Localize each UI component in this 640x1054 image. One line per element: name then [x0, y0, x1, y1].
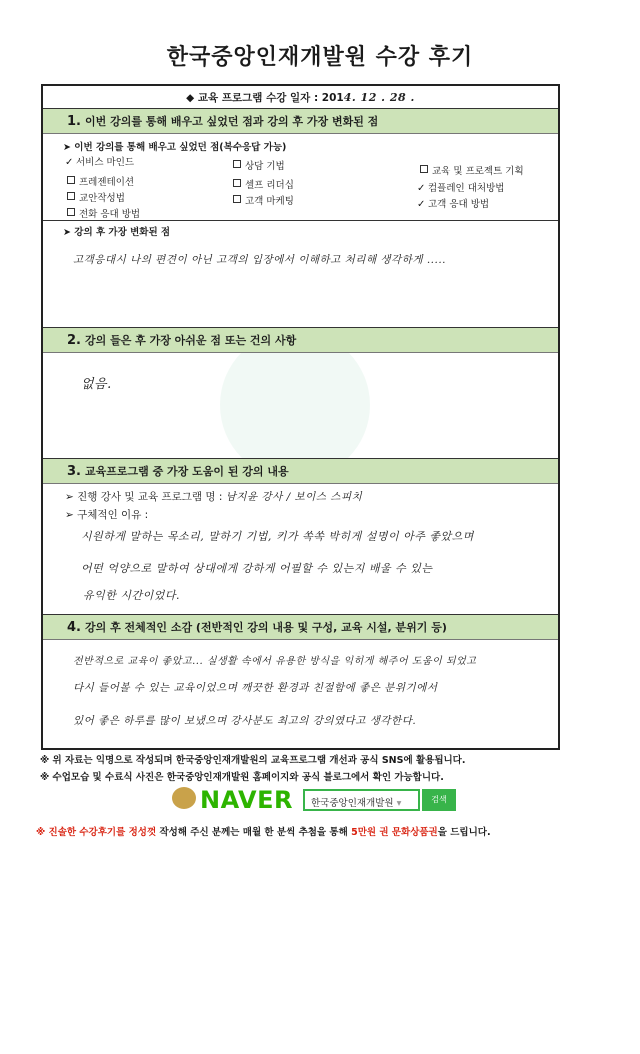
- section3-answer-line: 시원하게 말하는 목소리, 말하기 기법, 키가 쏙쏙 박히게 설명이 아주 좋았으며: [81, 530, 474, 543]
- section1-header: 1. 이번 강의를 통해 배우고 싶었던 점과 강의 후 가장 변화된 점: [43, 108, 558, 134]
- section4-answer-line: 다시 들어볼 수 있는 교육이었으며 깨끗한 환경과 친절함에 좋은 분위기에서: [73, 682, 438, 694]
- checkbox-icon: [67, 208, 75, 216]
- section2-heading: 강의 들은 후 가장 아쉬운 점 또는 건의 사항: [84, 334, 297, 347]
- checkmark-icon: ✓: [65, 157, 74, 168]
- section3-header: 3. 교육프로그램 중 가장 도움이 된 강의 내용: [43, 458, 558, 484]
- program-date-label: 교육 프로그램 수강 일자 : 201: [197, 92, 344, 104]
- survey-form: [41, 84, 560, 750]
- arrow-icon: ➤: [63, 227, 75, 238]
- section4-answer-line: 전반적으로 교육이 좋았고... 실생활 속에서 유용한 방식을 익히게 해주어 도움이 되었고: [73, 656, 477, 667]
- program-date-row: [43, 90, 558, 105]
- section2-answer: 없음.: [81, 377, 112, 392]
- section1-answer: 고객응대시 나의 편견이 아닌 고객의 입장에서 이해하고 처리해 생각하게 .....: [73, 254, 447, 266]
- section3-q1-answer: 남지윤 강사 / 보이스 스피치: [225, 491, 363, 503]
- naver-ball-icon: [172, 787, 196, 809]
- section3-q1: ➢ 진행 강사 및 교육 프로그램 명 : 남지윤 강사 / 보이스 스피치: [65, 491, 363, 503]
- checkbox-icon: [420, 165, 428, 173]
- section4-heading: 강의 후 전체적인 소감 (전반적인 강의 내용 및 구성, 교육 시설, 분위기 등): [84, 621, 447, 634]
- option-self-leadership[interactable]: 셀프 리더십: [233, 177, 294, 191]
- page-title: 한국중앙인재개발원 수강 후기: [166, 45, 474, 70]
- note-anonymous: ※ 위 자료는 익명으로 작성되며 한국중앙인재개발원의 교육프로그램 개선과 공식 SNS에 활용됩니다.: [40, 755, 466, 766]
- option-lesson-plan[interactable]: 교안작성법: [67, 190, 125, 204]
- option-customer-service[interactable]: ✓ 고객 응대 방법: [417, 199, 490, 210]
- naver-search-button[interactable]: 검색: [422, 789, 456, 811]
- checkmark-icon: ✓: [417, 183, 426, 194]
- arrow-icon: ➢: [65, 491, 78, 503]
- checkmark-icon: ✓: [417, 199, 426, 210]
- arrow-icon: ➢: [65, 509, 78, 521]
- option-program-planning[interactable]: 교육 및 프로젝트 기획: [420, 163, 524, 177]
- naver-logo: NAVER: [200, 786, 293, 814]
- checkbox-icon: [67, 192, 75, 200]
- checkbox-icon: [233, 195, 241, 203]
- section1-heading: 이번 강의를 통해 배우고 싶었던 점과 강의 후 가장 변화된 점: [84, 115, 379, 128]
- note-photos: ※ 수업모습 및 수료식 사진은 한국중앙인재개발원 홈페이지와 공식 블로그에서 확인 가능합니다.: [40, 772, 444, 783]
- section3-answer-line: 어떤 억양으로 말하여 상대에게 강하게 어필할 수 있는지 배울 수 있는: [81, 562, 433, 575]
- note-reward: ※ 진솔한 수강후기를 정성껏 작성해 주신 분께는 매월 한 분씩 추첨을 통해 5만원 권 문화상품권을 드립니다.: [36, 827, 491, 838]
- option-counseling[interactable]: 상담 기법: [233, 158, 285, 172]
- checkbox-icon: [233, 179, 241, 187]
- section4-answer-line: 있어 좋은 하루를 많이 보냈으며 강사분도 최고의 강의였다고 생각한다.: [73, 715, 417, 727]
- divider: [43, 220, 558, 221]
- checkbox-icon: [233, 160, 241, 168]
- dropdown-icon: ▾: [396, 798, 402, 809]
- section3-q2: ➢ 구체적인 이유 :: [65, 509, 149, 521]
- section2-header: 2. 강의 들은 후 가장 아쉬운 점 또는 건의 사항: [43, 327, 558, 353]
- section3-answer-line: 유익한 시간이었다.: [83, 589, 181, 602]
- option-customer-marketing[interactable]: 고객 마케팅: [233, 193, 294, 207]
- section1-sub1: ➤ 이번 강의를 통해 배우고 싶었던 점(복수응답 가능): [63, 142, 287, 153]
- section3-heading: 교육프로그램 중 가장 도움이 된 강의 내용: [84, 465, 289, 478]
- section4-header: 4. 강의 후 전체적인 소감 (전반적인 강의 내용 및 구성, 교육 시설, 분위기 등): [43, 614, 558, 640]
- arrow-icon: ➤: [63, 142, 75, 153]
- program-date-value: 4. 12 . 28 .: [343, 91, 415, 104]
- checkbox-icon: [67, 176, 75, 184]
- option-presentation[interactable]: 프레젠테이션: [67, 174, 134, 188]
- option-complaint-handling[interactable]: ✓ 컴플레인 대처방법: [417, 183, 505, 194]
- option-service-mind[interactable]: ✓ 서비스 마인드: [65, 157, 135, 168]
- diamond-icon: ◆: [186, 92, 198, 104]
- section1-sub2: ➤ 강의 후 가장 변화된 점: [63, 227, 171, 238]
- option-phone-service[interactable]: 전화 응대 방법: [67, 206, 140, 220]
- naver-search-input[interactable]: 한국중앙인재개발원 ▾: [303, 789, 420, 811]
